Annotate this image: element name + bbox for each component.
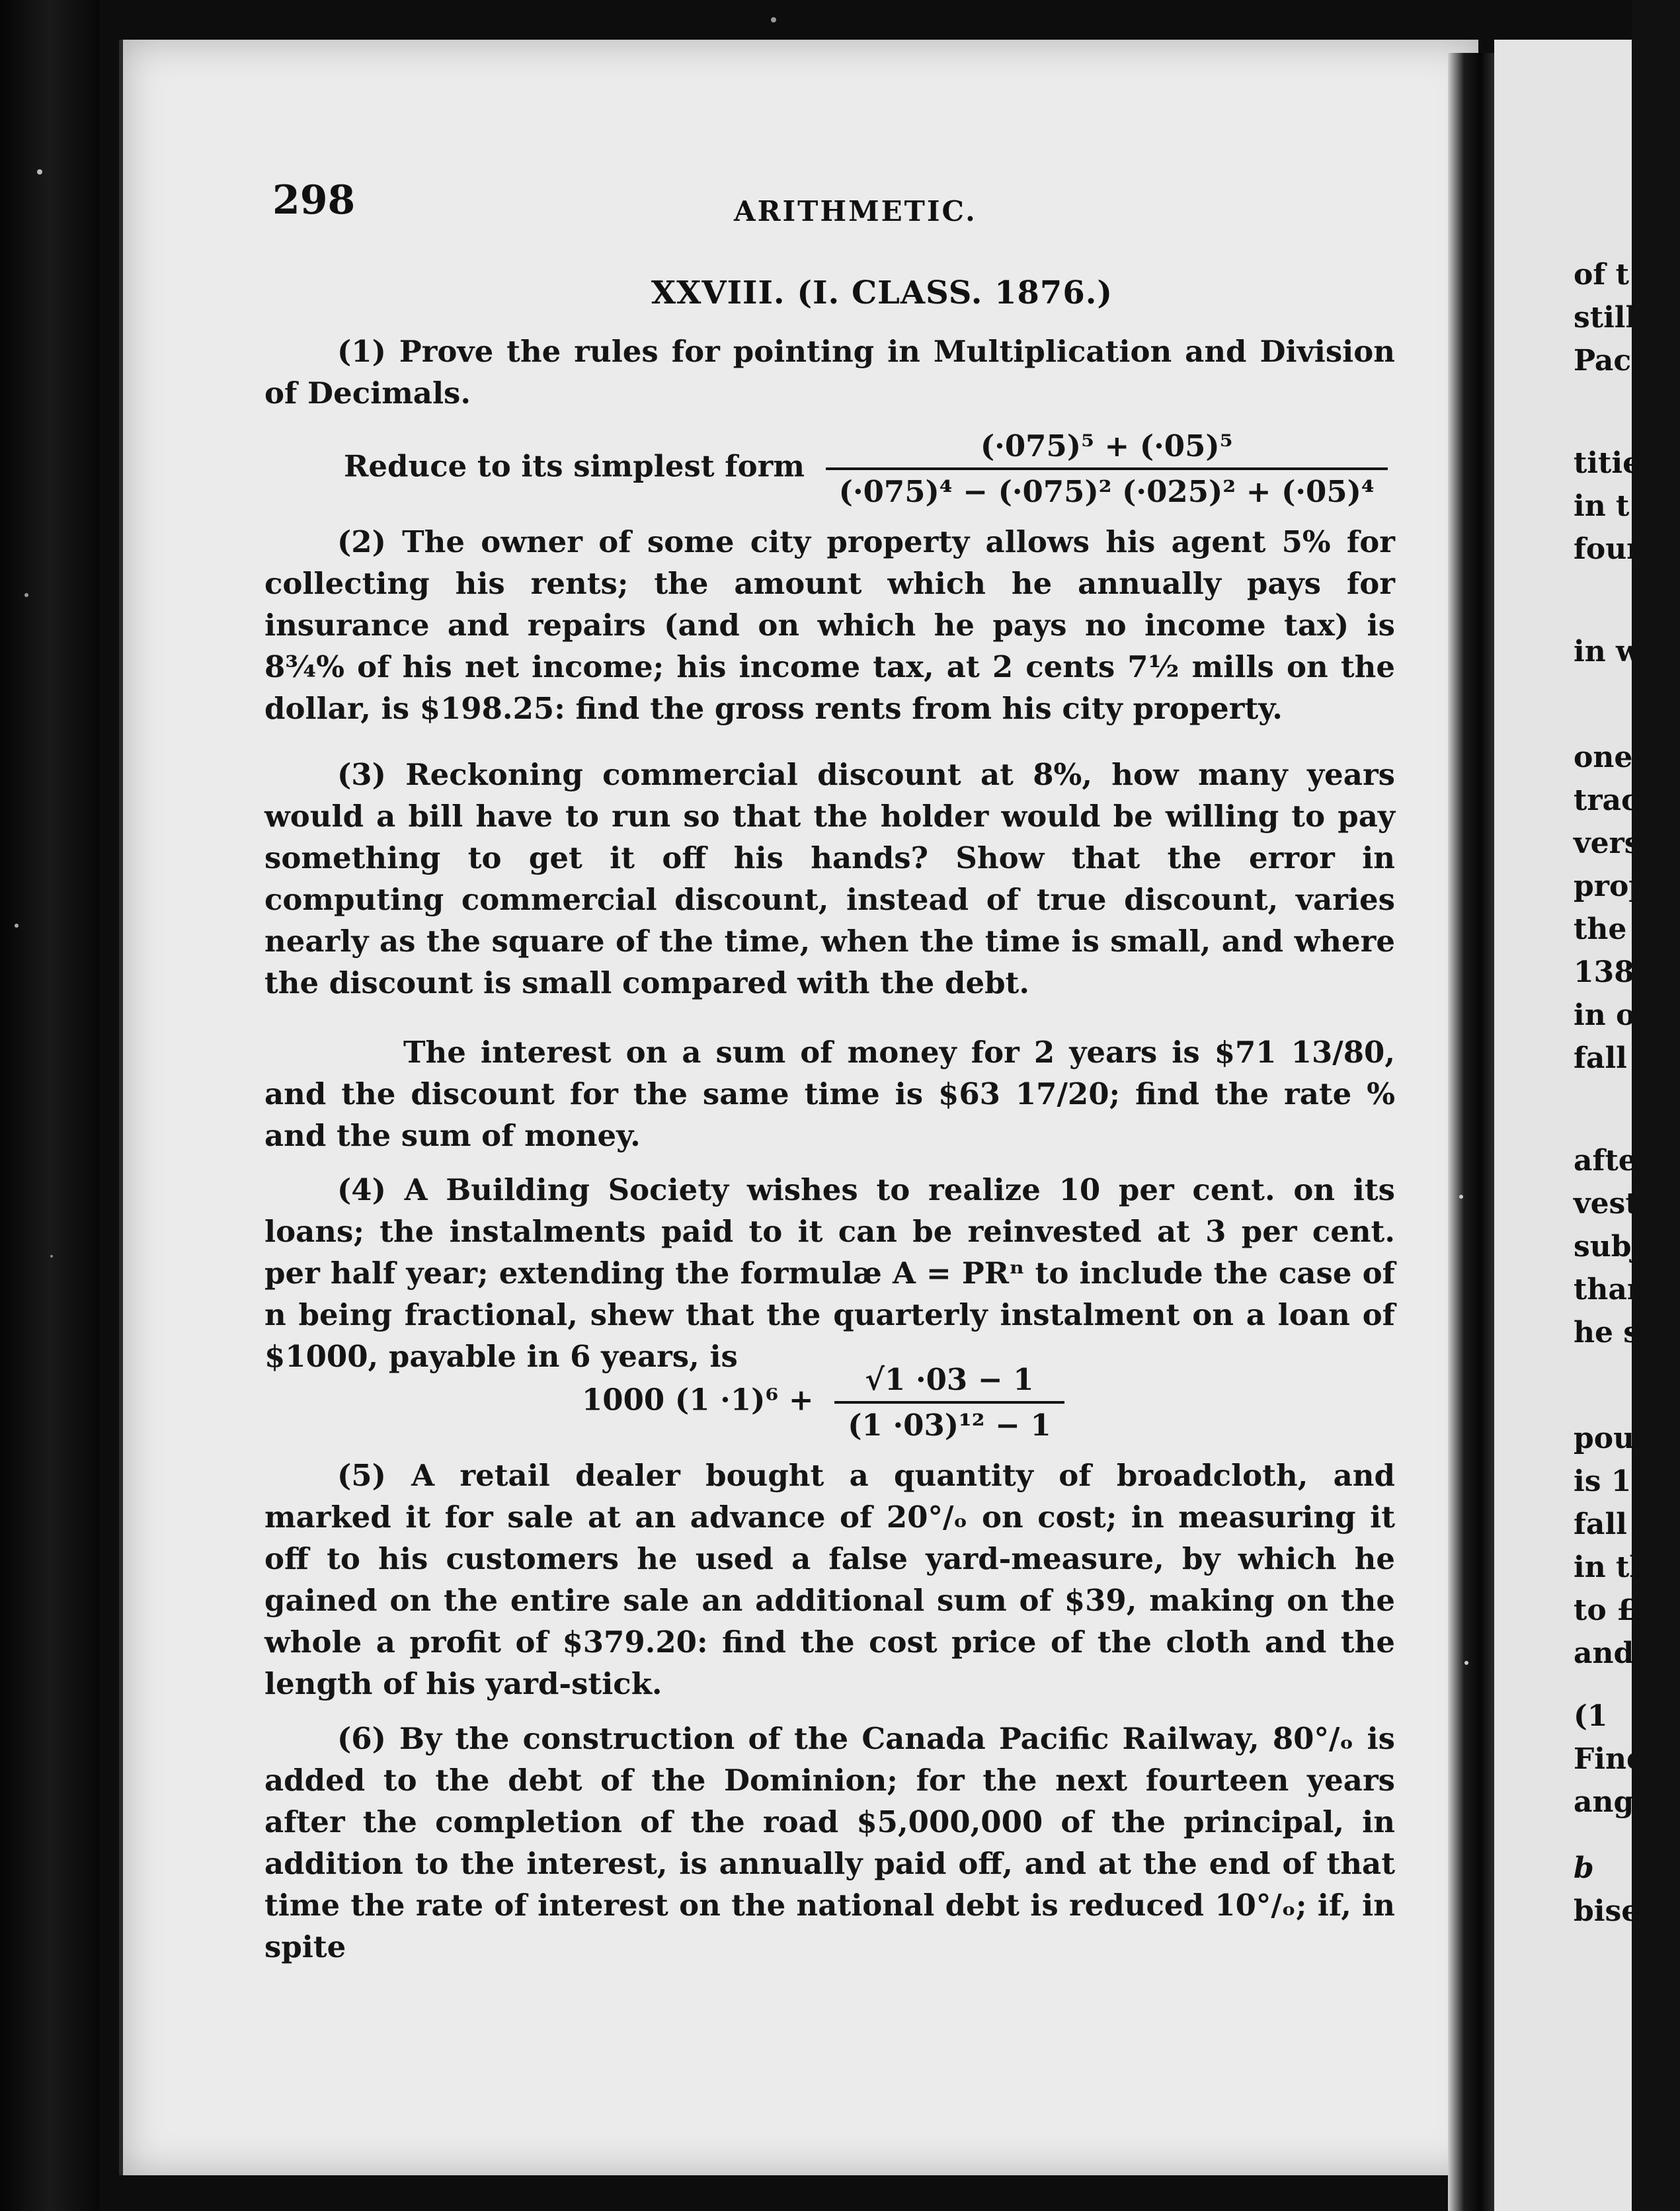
problem-3-text: (3) Reckoning commercial discount at 8%, how many years would a bill have to run so that the holder would be willing to pay something to get it off his hands? Show that the error in computing commercial discount, instead of true discount, varies nearly as the square of the time, when the time is small, and where the discount is small compared with the debt. — [264, 757, 1395, 1000]
problem-6-text: (6) By the construction of the Canada Pacific Railway, 80°/ₒ is added to the debt of the Dominion; for the next fourteen years after the completion of the road $5,000,000 of the principal, in addition to the interest, is annually paid off, and at the end of that time the rate of interest on the national debt is reduced 10°/ₒ; if, in spite — [264, 1721, 1395, 1964]
running-head: ARITHMETIC. — [734, 195, 977, 227]
next-page-fragment: Paci — [1574, 344, 1642, 378]
next-page-fragment: to £1 — [1574, 1593, 1658, 1627]
next-page-fragment: after — [1574, 1144, 1652, 1178]
next-page-fragment: tract — [1574, 784, 1653, 817]
next-page-fragment: and t — [1574, 1636, 1658, 1670]
fraction — [826, 428, 1388, 509]
next-page-fragment: in t — [1574, 489, 1630, 523]
formula-lead-text: Reduce to its simplest form — [344, 448, 805, 484]
fraction-numerator: (·075)⁵ + (·05)⁵ — [826, 428, 1388, 470]
next-page-fragment: of t — [1574, 258, 1629, 292]
fraction — [834, 1362, 1064, 1443]
next-page-fragment: angles — [1574, 1785, 1680, 1819]
next-page-fragment: titie — [1574, 446, 1642, 480]
problem-4-text: (4) A Building Society wishes to realize 10 per cent. on its loans; the instalments paid to it can be reinvested at 3 per cent. per half year; extending the formulæ A = PRⁿ to include the case of n being fractional, shew that the quarterly instalment on a loan of $1000, payable in 6 years, is — [264, 1172, 1395, 1374]
next-page-fragment: four — [1574, 532, 1642, 566]
problem-4-formula — [582, 1362, 1064, 1443]
next-page-fragment: subje — [1574, 1230, 1661, 1264]
book-spine-shadow — [0, 0, 99, 2211]
problem-1-text: (1) Prove the rules for pointing in Multiplication and Division of Decimals. — [264, 334, 1395, 411]
next-page-fragment: verse — [1574, 826, 1660, 860]
page-number: 298 — [272, 177, 356, 223]
next-page-fragment: one — [1574, 741, 1633, 774]
next-page-fragment: still — [1574, 301, 1637, 335]
next-page-fragment: in th — [1574, 1550, 1651, 1584]
fraction-numerator: √1 ·03 − 1 — [834, 1362, 1064, 1404]
problem-1-formula — [344, 428, 1388, 509]
next-page-fragment: (1 — [1574, 1699, 1608, 1733]
next-page-fragment: bisect — [1574, 1894, 1671, 1928]
fraction-denominator: (1 ·03)¹² − 1 — [848, 1408, 1051, 1443]
next-page-fragment: prop — [1574, 869, 1650, 903]
next-page-fragment: he so — [1574, 1316, 1660, 1349]
page-gutter — [1448, 53, 1494, 2211]
next-page-fragment: than — [1574, 1273, 1648, 1306]
next-page-fragment: vests — [1574, 1187, 1656, 1221]
next-page-fragment: in or — [1574, 998, 1651, 1032]
next-page-fragment: pounc — [1574, 1422, 1673, 1455]
problem-3-text-b: The interest on a sum of money for 2 years is $71 13/80, and the discount for the same time is $63 17/20; find the rate % and the sum of money. — [264, 1035, 1395, 1153]
next-page-fragment: Find — [1574, 1742, 1647, 1776]
next-page-fragment: fall t — [1574, 1041, 1651, 1075]
next-page-fragment: is 14 — [1574, 1465, 1652, 1498]
next-page-fragment: the — [1574, 912, 1627, 946]
next-page-fragment: fall o — [1574, 1508, 1657, 1541]
section-title: XXVIII. (I. CLASS. 1876.) — [651, 274, 1113, 311]
problem-2-text: (2) The owner of some city property allows his agent 5% for collecting his rents; the amount which he annually pays for insurance and repairs (and on which he pays no income tax) is 8¾% of his net income; his income tax, at 2 cents 7½ mills on the dollar, is $198.25: find the gross rents from his city property. — [264, 524, 1395, 726]
problem-5-text: (5) A retail dealer bought a quantity of broadcloth, and marked it for sale at an advance of 20°/ₒ on cost; in measuring it off to his customers he used a false yard-measure, by which he gained on the entire sale an additional sum of $39, making on the whole a profit of $379.20: find the cost price of the cloth and the length of his yard-stick. — [264, 1458, 1395, 1701]
fraction-denominator: (·075)⁴ − (·075)² (·025)² + (·05)⁴ — [838, 474, 1375, 509]
next-page-fragment: b — [1574, 1851, 1594, 1885]
next-page-edge — [1494, 40, 1680, 2211]
next-page-fragment: in w — [1574, 635, 1641, 668]
next-page-fragment: 1387 — [1574, 955, 1655, 989]
formula-lead-text: 1000 (1 ·1)⁶ + — [582, 1382, 814, 1418]
